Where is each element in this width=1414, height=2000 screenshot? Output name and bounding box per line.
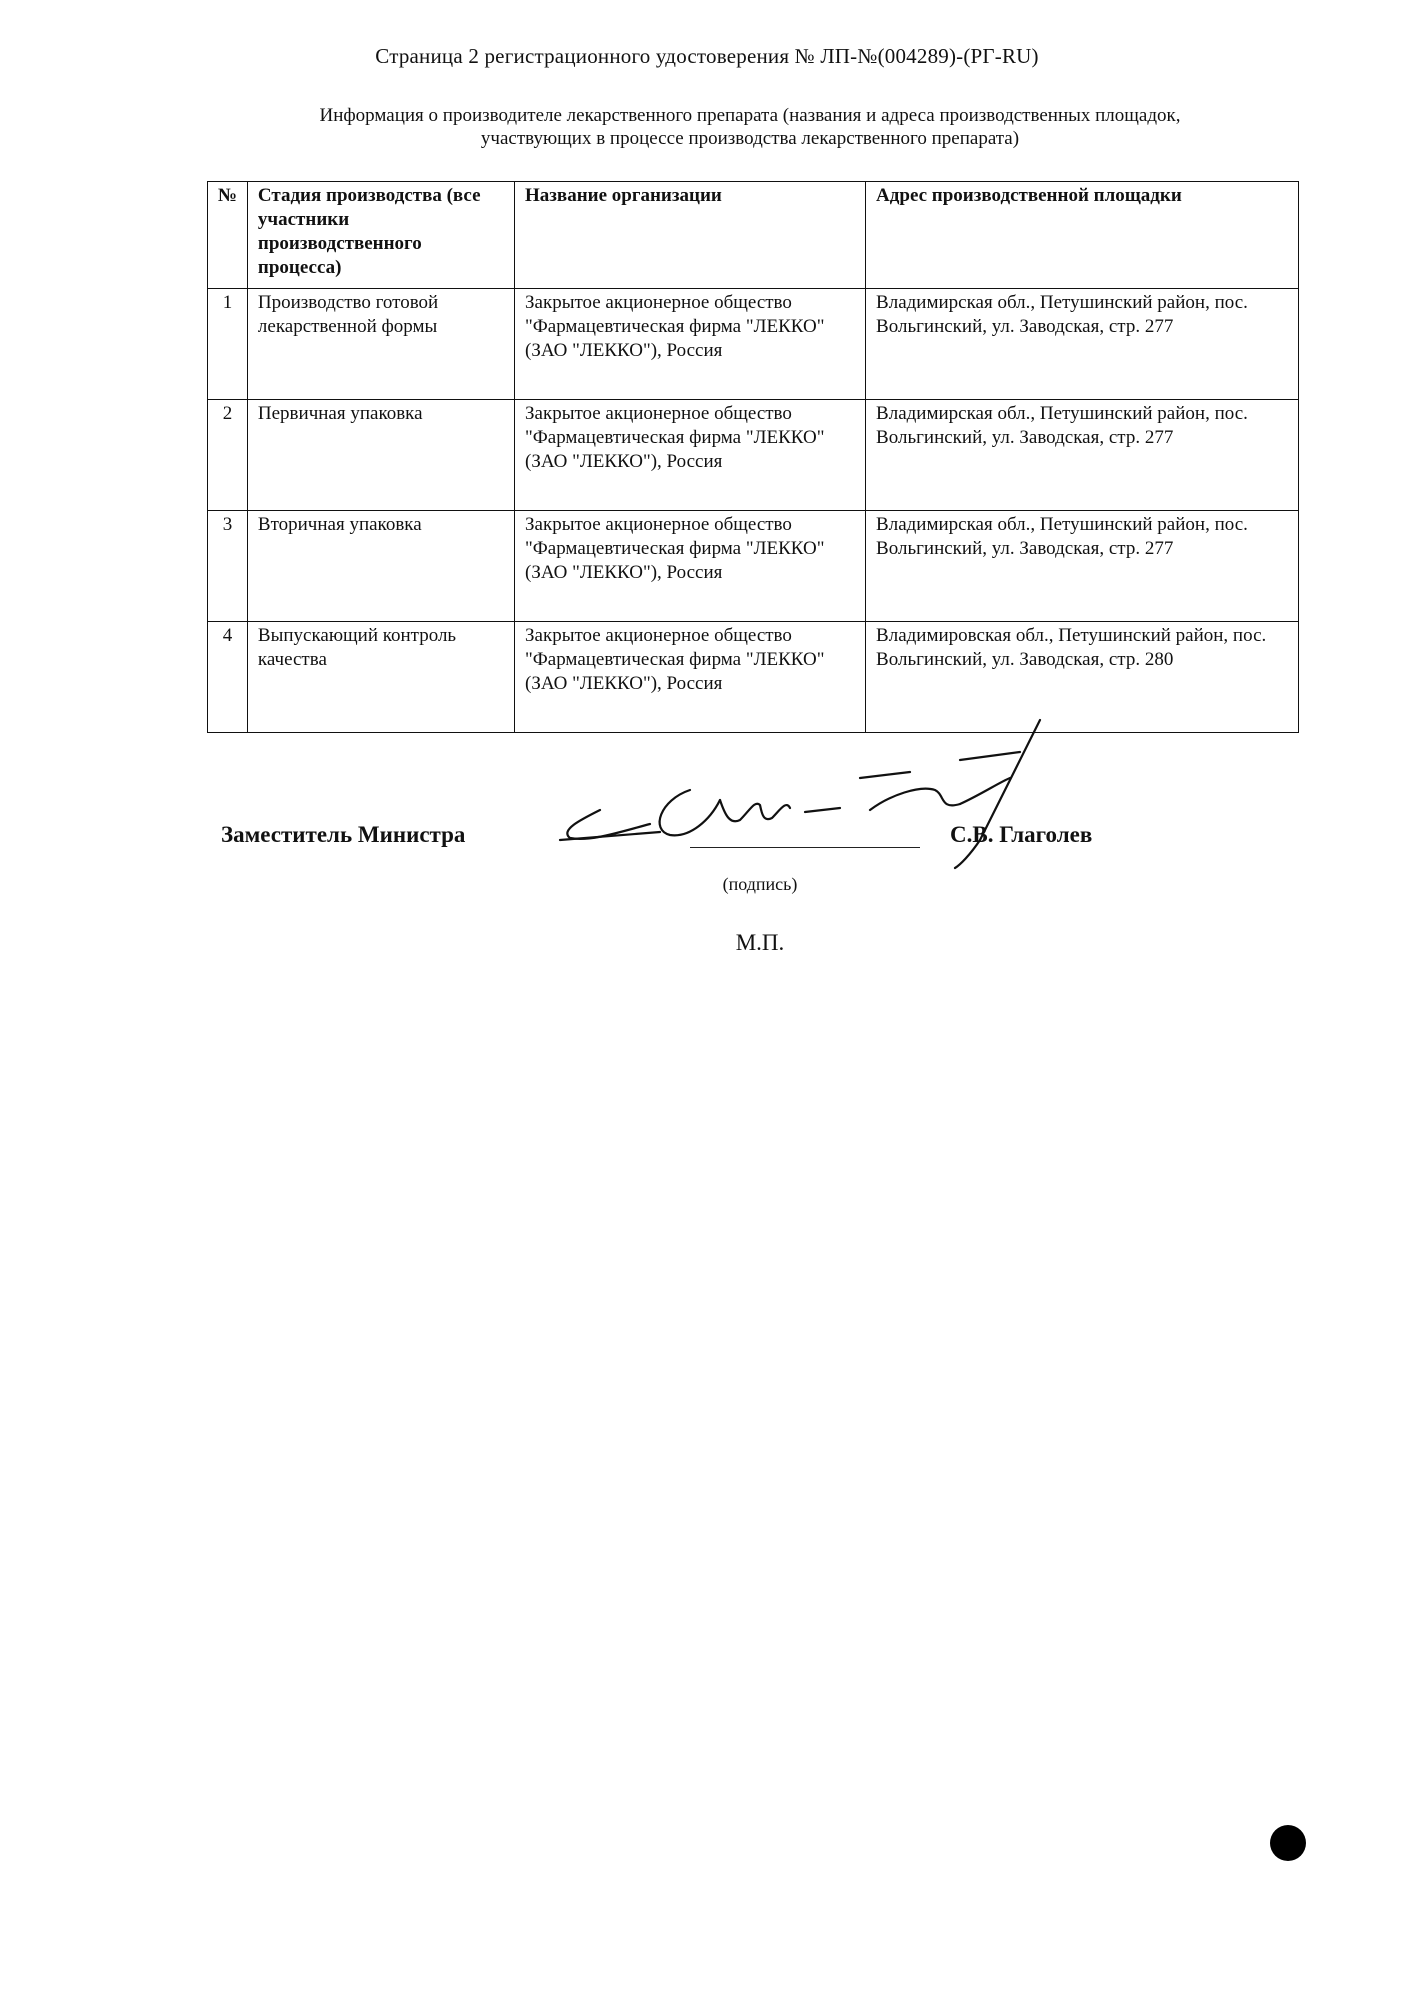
table-row: [208, 289, 1299, 400]
row-stage: Вторичная упаковка: [247, 511, 514, 622]
signatory-position: Заместитель Министра: [221, 822, 466, 847]
row-number: 3: [208, 511, 248, 622]
table-row: [208, 400, 1299, 511]
row-organization: Закрытое акционерное общество "Фармацевтическая фирма "ЛЕККО" (ЗАО "ЛЕККО"), Россия: [515, 511, 866, 622]
intro-line-2: участвующих в процессе производства лекарственного препарата): [480, 128, 1020, 149]
row-number: 1: [208, 289, 248, 400]
row-number: 2: [208, 400, 248, 511]
header-stage: Стадия производства (все участники производственного процесса): [247, 182, 514, 289]
intro-line-1: Информация о производителе лекарственного препарата (названия и адреса производственных площадок,: [319, 105, 1181, 126]
row-address: Владимирская обл., Петушинский район, пос. Вольгинский, ул. Заводская, стр. 277: [866, 289, 1299, 400]
row-organization: Закрытое акционерное общество "Фармацевтическая фирма "ЛЕККО" (ЗАО "ЛЕККО"), Россия: [515, 400, 866, 511]
signature-line: [690, 847, 920, 848]
signature-caption: (подпись): [722, 874, 798, 894]
row-organization: Закрытое акционерное общество "Фармацевтическая фирма "ЛЕККО" (ЗАО "ЛЕККО"), Россия: [515, 289, 866, 400]
row-stage: Производство готовой лекарственной формы: [247, 289, 514, 400]
row-address: Владимирская обл., Петушинский район, пос. Вольгинский, ул. Заводская, стр. 277: [866, 511, 1299, 622]
table-header-row: [208, 182, 1299, 289]
header-organization: Название организации: [515, 182, 866, 289]
header-address: Адрес производственной площадки: [866, 182, 1299, 289]
manufacturer-table: [207, 181, 1299, 733]
row-number: 4: [208, 622, 248, 733]
row-address: Владимирская обл., Петушинский район, пос. Вольгинский, ул. Заводская, стр. 277: [866, 400, 1299, 511]
stamp-place: М.П.: [735, 930, 785, 955]
row-organization: Закрытое акционерное общество "Фармацевтическая фирма "ЛЕККО" (ЗАО "ЛЕККО"), Россия: [515, 622, 866, 733]
row-stage: Первичная упаковка: [247, 400, 514, 511]
row-address: Владимировская обл., Петушинский район, пос. Вольгинский, ул. Заводская, стр. 280: [866, 622, 1299, 733]
table-row: [208, 511, 1299, 622]
scan-mark-dot: [1270, 1825, 1306, 1861]
page-title: Страница 2 регистрационного удостоверения № ЛП-№(004289)-(РГ-RU): [375, 44, 1039, 68]
row-stage: Выпускающий контроль качества: [247, 622, 514, 733]
header-number: №: [208, 182, 248, 289]
intro-text: [200, 104, 1300, 150]
signatory-name: С.В. Глаголев: [950, 822, 1093, 847]
